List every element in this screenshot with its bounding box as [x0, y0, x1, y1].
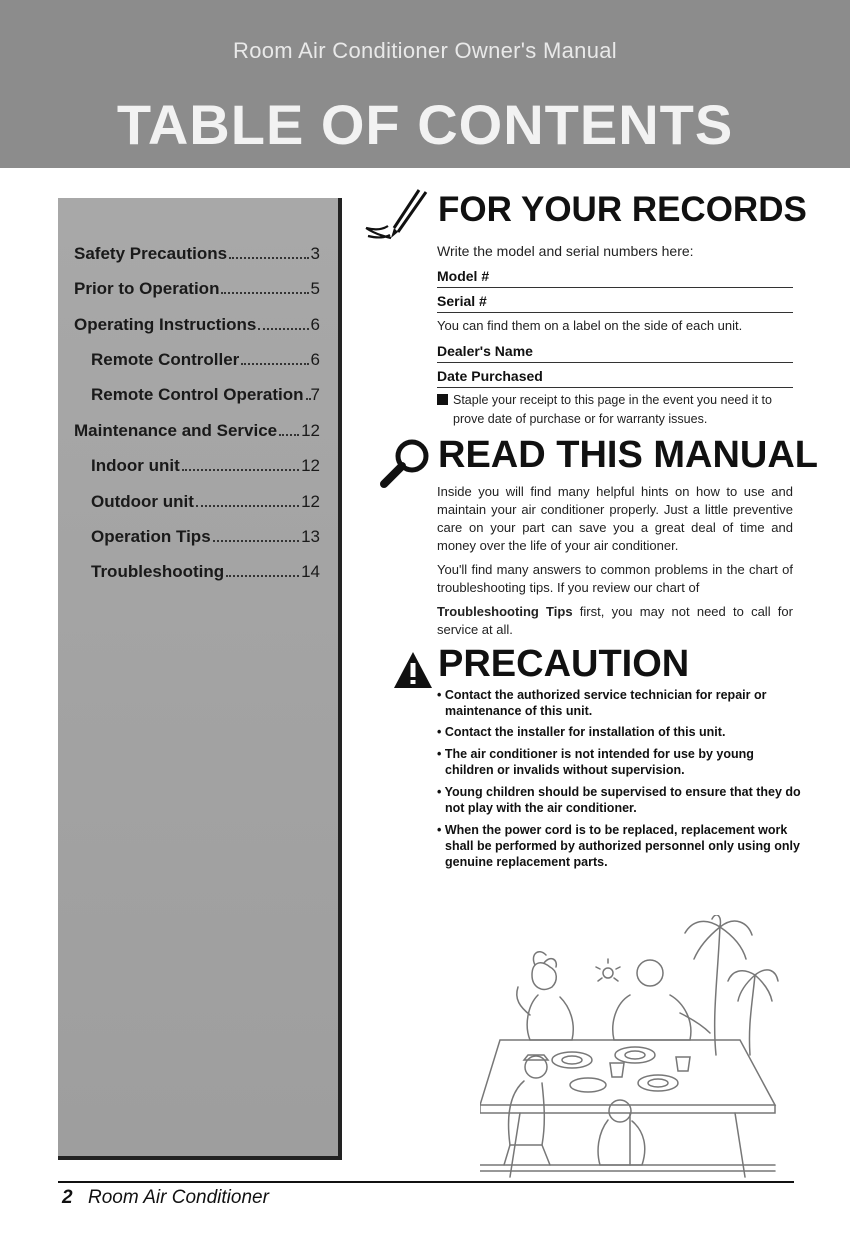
toc-leader [182, 469, 299, 471]
toc-item-label: Safety Precautions [74, 244, 228, 263]
records-intro: Write the model and serial numbers here: [437, 243, 694, 259]
toc-item-outdoor-unit[interactable] [91, 492, 320, 512]
toc-item-label: Operating Instructions [74, 315, 257, 334]
toc-item-label: Outdoor unit [91, 492, 194, 511]
toc-item-maintenance-and-service[interactable] [74, 421, 320, 441]
label-note: You can find them on a label on the side of each unit. [437, 318, 743, 333]
toc-leader [196, 505, 299, 507]
toc-item-label: Remote Controller [91, 350, 240, 369]
toc-item-operating-instructions[interactable] [74, 315, 320, 335]
model-field[interactable]: Model # [437, 265, 793, 288]
toc-sidebar [58, 198, 342, 1160]
warning-icon [392, 650, 434, 690]
toc-item-operation-tips[interactable] [91, 527, 320, 547]
date-purchased-field[interactable]: Date Purchased [437, 365, 793, 388]
toc-leader [258, 328, 308, 330]
toc-leader [279, 434, 299, 436]
toc-leader [221, 292, 308, 294]
toc-item-label: Indoor unit [91, 456, 180, 475]
toc-item-page: 3 [310, 244, 320, 263]
toc-item-remote-control-operation[interactable] [91, 385, 320, 405]
toc-leader [241, 363, 308, 365]
toc-item-page: 12 [301, 456, 320, 475]
magnifier-icon [378, 436, 434, 490]
header-subtitle: Room Air Conditioner Owner's Manual [233, 38, 617, 63]
toc-item-page: 12 [301, 421, 320, 440]
pen-icon [364, 188, 432, 248]
toc-leader [229, 257, 308, 259]
manual-title: READ THIS MANUAL [438, 434, 818, 476]
manual-para-3-rest: first, you may not need to call for service at all. [437, 604, 793, 637]
precaution-item: • Contact the installer for installation of this unit. [437, 725, 726, 739]
header-band [0, 0, 850, 168]
toc-item-label: Troubleshooting [91, 562, 225, 581]
toc-item-label: Maintenance and Service [74, 421, 278, 440]
footer-rule [58, 1181, 794, 1183]
manual-para-2: You'll find many answers to common problems in the chart of troubleshooting tips. If you review our chart of [437, 562, 793, 595]
family-picnic-illustration [480, 915, 780, 1180]
toc-item-page: 6 [310, 315, 320, 334]
toc-leader [306, 398, 309, 400]
toc-item-safety-precautions[interactable] [74, 244, 320, 264]
footer-text: Room Air Conditioner [88, 1187, 269, 1208]
toc-item-remote-controller[interactable] [91, 350, 320, 370]
dealer-name-field[interactable]: Dealer's Name [437, 340, 793, 363]
toc-leader [213, 540, 299, 542]
precaution-item: • When the power cord is to be replaced, replacement work shall be performed by authorized personnel only using only genuine replacement parts. [437, 823, 800, 869]
precaution-item: • The air conditioner is not intended for use by young children or invalids without supervision. [437, 747, 754, 777]
precaution-title: PRECAUTION [438, 643, 690, 685]
manual-para-1: Inside you will find many helpful hints on how to use and maintain your air conditioner properly. Just a little preventive care on your part can save you a great deal of time and money over the life of your air conditioner. [437, 484, 793, 553]
toc-leader [226, 575, 299, 577]
toc-item-label: Remote Control Operation [91, 385, 304, 404]
toc-item-page: 6 [310, 350, 320, 369]
toc-item-page: 13 [301, 527, 320, 546]
precaution-item: • Contact the authorized service technician for repair or maintenance of this unit. [437, 688, 767, 718]
square-bullet-icon [437, 394, 448, 405]
toc-item-page: 12 [301, 492, 320, 511]
toc-item-page: 5 [310, 279, 320, 298]
precaution-item: • Young children should be supervised to ensure that they do not play with the air conditioner. [437, 785, 801, 815]
footer-page-number: 2 [62, 1187, 73, 1208]
toc-item-indoor-unit[interactable] [91, 456, 320, 476]
toc-item-prior-to-operation[interactable] [74, 279, 320, 299]
serial-field[interactable]: Serial # [437, 290, 793, 313]
toc-item-page: 14 [301, 562, 320, 581]
manual-para-3 [437, 603, 793, 639]
troubleshooting-tips-bold: Troubleshooting Tips [437, 604, 573, 619]
toc-item-page: 7 [310, 385, 320, 404]
page-title: TABLE OF CONTENTS [116, 93, 734, 156]
toc-item-label: Operation Tips [91, 527, 211, 546]
staple-note: Staple your receipt to this page in the event you need it to prove date of purchase or for warranty issues. [453, 393, 772, 426]
toc-item-troubleshooting[interactable] [91, 562, 320, 582]
records-title: FOR YOUR RECORDS [438, 190, 807, 229]
toc-item-label: Prior to Operation [74, 279, 220, 298]
